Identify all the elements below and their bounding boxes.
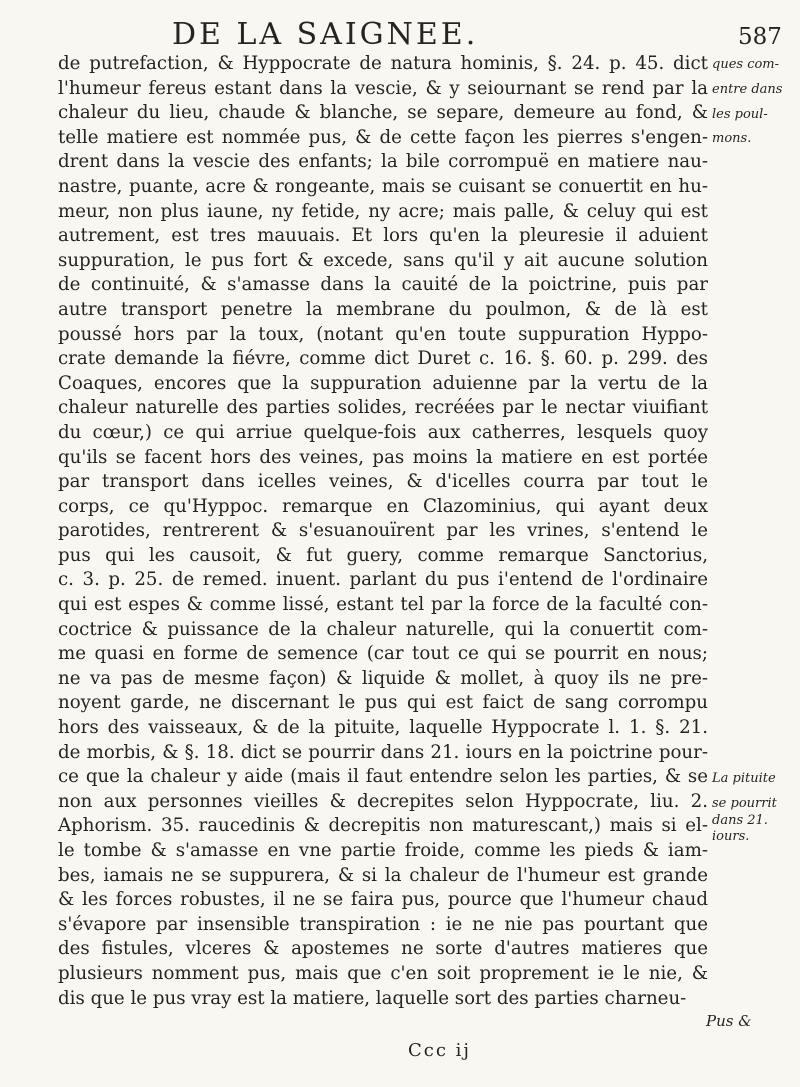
text-line: Aphorism. 35. raucedinis & decrepitis non maturescant,) mais si el- (58, 815, 708, 837)
margin-note: se pourrit (712, 796, 777, 811)
text-line: parotides, rentrerent & s'esuanouïrent par les vrines, s'entend le (58, 520, 708, 542)
margin-note: iours. (712, 829, 750, 844)
text-line: hors des vaisseaux, & de la pituite, laquelle Hyppocrate l. 1. §. 21. (58, 717, 708, 739)
margin-note: La pituite (712, 771, 776, 786)
text-line: autre transport penetre la membrane du poulmon, & de là est (58, 298, 708, 320)
text-line: telle matiere est nommée pus, & de cette façon les pierres s'engen- (58, 126, 708, 148)
text-line: qu'ils se facent hors des veines, pas moins la matiere en est portée (58, 446, 708, 468)
text-line: me quasi en forme de semence (car tout ce qui se pourrit en nous; (58, 643, 708, 665)
text-line: dis que le pus vray est la matiere, laquelle sort des parties charneu- (58, 987, 687, 1009)
text-line: par transport dans icelles veines, & d'icelles courra par tout le (58, 471, 708, 493)
catchword: Pus & (706, 1012, 752, 1030)
text-line: de morbis, & §. 18. dict se pourrir dans 21. iours en la poictrine pour- (58, 741, 708, 763)
text-line: pus qui les causoit, & fut guery, comme remarque Sanctorius, (58, 544, 708, 566)
text-line: drent dans la vescie des enfants; la bile corrompuë en matiere nau- (58, 151, 708, 173)
text-line: c. 3. p. 25. de remed. inuent. parlant du pus i'entend de l'ordinaire (58, 569, 708, 591)
text-line: coctrice & puissance de la chaleur naturelle, qui la conuertit com- (58, 618, 708, 640)
text-line: s'évapore par insensible transpiration : ie ne nie pas pourtant que (58, 913, 708, 935)
text-line: qui est espes & comme lissé, estant tel par la force de la faculté con- (58, 594, 708, 616)
text-line: non aux personnes vieilles & decrepites selon Hyppocrate, liu. 2. (58, 790, 708, 812)
margin-note: mons. (712, 131, 752, 146)
text-line: ce que la chaleur y aide (mais il faut entendre selon les parties, & se (58, 766, 708, 788)
text-line: du cœur,) ce qui arriue quelque-fois aux catherres, lesquels quoy (58, 421, 708, 443)
body-text (58, 52, 708, 1011)
text-line: noyent garde, ne discernant le pus qui est faict de sang corrompu (58, 692, 708, 714)
margin-note: entre dans (712, 82, 783, 97)
text-line: ne va pas de mesme façon) & liquide & mollet, à quoy ils ne pre- (58, 667, 708, 689)
text-line: de putrefaction, & Hyppocrate de natura hominis, §. 24. p. 45. dict (58, 53, 708, 74)
text-line: le tombe & s'amasse en vne partie froide, comme les pieds & iam- (58, 840, 708, 861)
page-footer (0, 1012, 800, 1070)
text-line: Coaques, encores que la suppuration aduienne par la vertu de la (58, 372, 708, 394)
text-line: l'humeur fereus estant dans la vescie, & y seiournant se rend par la (58, 77, 708, 99)
text-line: corps, ce qu'Hyppoc. remarque en Clazominius, qui ayant deux (58, 495, 708, 517)
running-head: DE LA SAIGNEE. (172, 17, 479, 52)
signature-mark: Ccc ij (408, 1040, 471, 1061)
text-line: de continuité, & s'amasse dans la cauité de la poictrine, puis par (58, 274, 708, 296)
text-line: suppuration, le pus fort & excede, sans qu'il y ait aucune solution (58, 249, 708, 271)
text-line: meur, non plus iaune, ny fetide, ny acre; mais palle, & celuy qui est (58, 200, 708, 222)
text-line: nastre, puante, acre & rongeante, mais se cuisant se conuertit en hu- (58, 175, 708, 197)
margin-note: ques com- (712, 57, 780, 72)
text-line: & les forces robustes, il ne se faira pus, pource que l'humeur chaud (58, 889, 708, 911)
text-line: plusieurs nomment pus, mais que c'en soit proprement ie le nie, & (58, 962, 708, 984)
text-line: chaleur du lieu, chaude & blanche, se separe, demeure au fond, & (58, 102, 708, 124)
page-header (0, 18, 800, 52)
margin-note: les poul- (712, 107, 768, 122)
text-line: crate demande la fiévre, comme dict Duret c. 16. §. 60. p. 299. des (58, 348, 708, 370)
page-number: 587 (738, 24, 782, 50)
margin-note: dans 21. (712, 813, 768, 828)
text-line: bes, iamais ne se suppurera, & si la chaleur de l'humeur est grande (58, 864, 708, 886)
text-line: autrement, est tres mauuais. Et lors qu'en la pleuresie il aduient (58, 225, 708, 247)
text-line: des fistules, vlceres & apostemes ne sorte d'autres matieres que (58, 938, 708, 960)
text-line: chaleur naturelle des parties solides, recréées par le nectar viuifiant (58, 397, 708, 419)
text-line: poussé hors par la toux, (notant qu'en toute suppuration Hyppo- (58, 323, 708, 345)
